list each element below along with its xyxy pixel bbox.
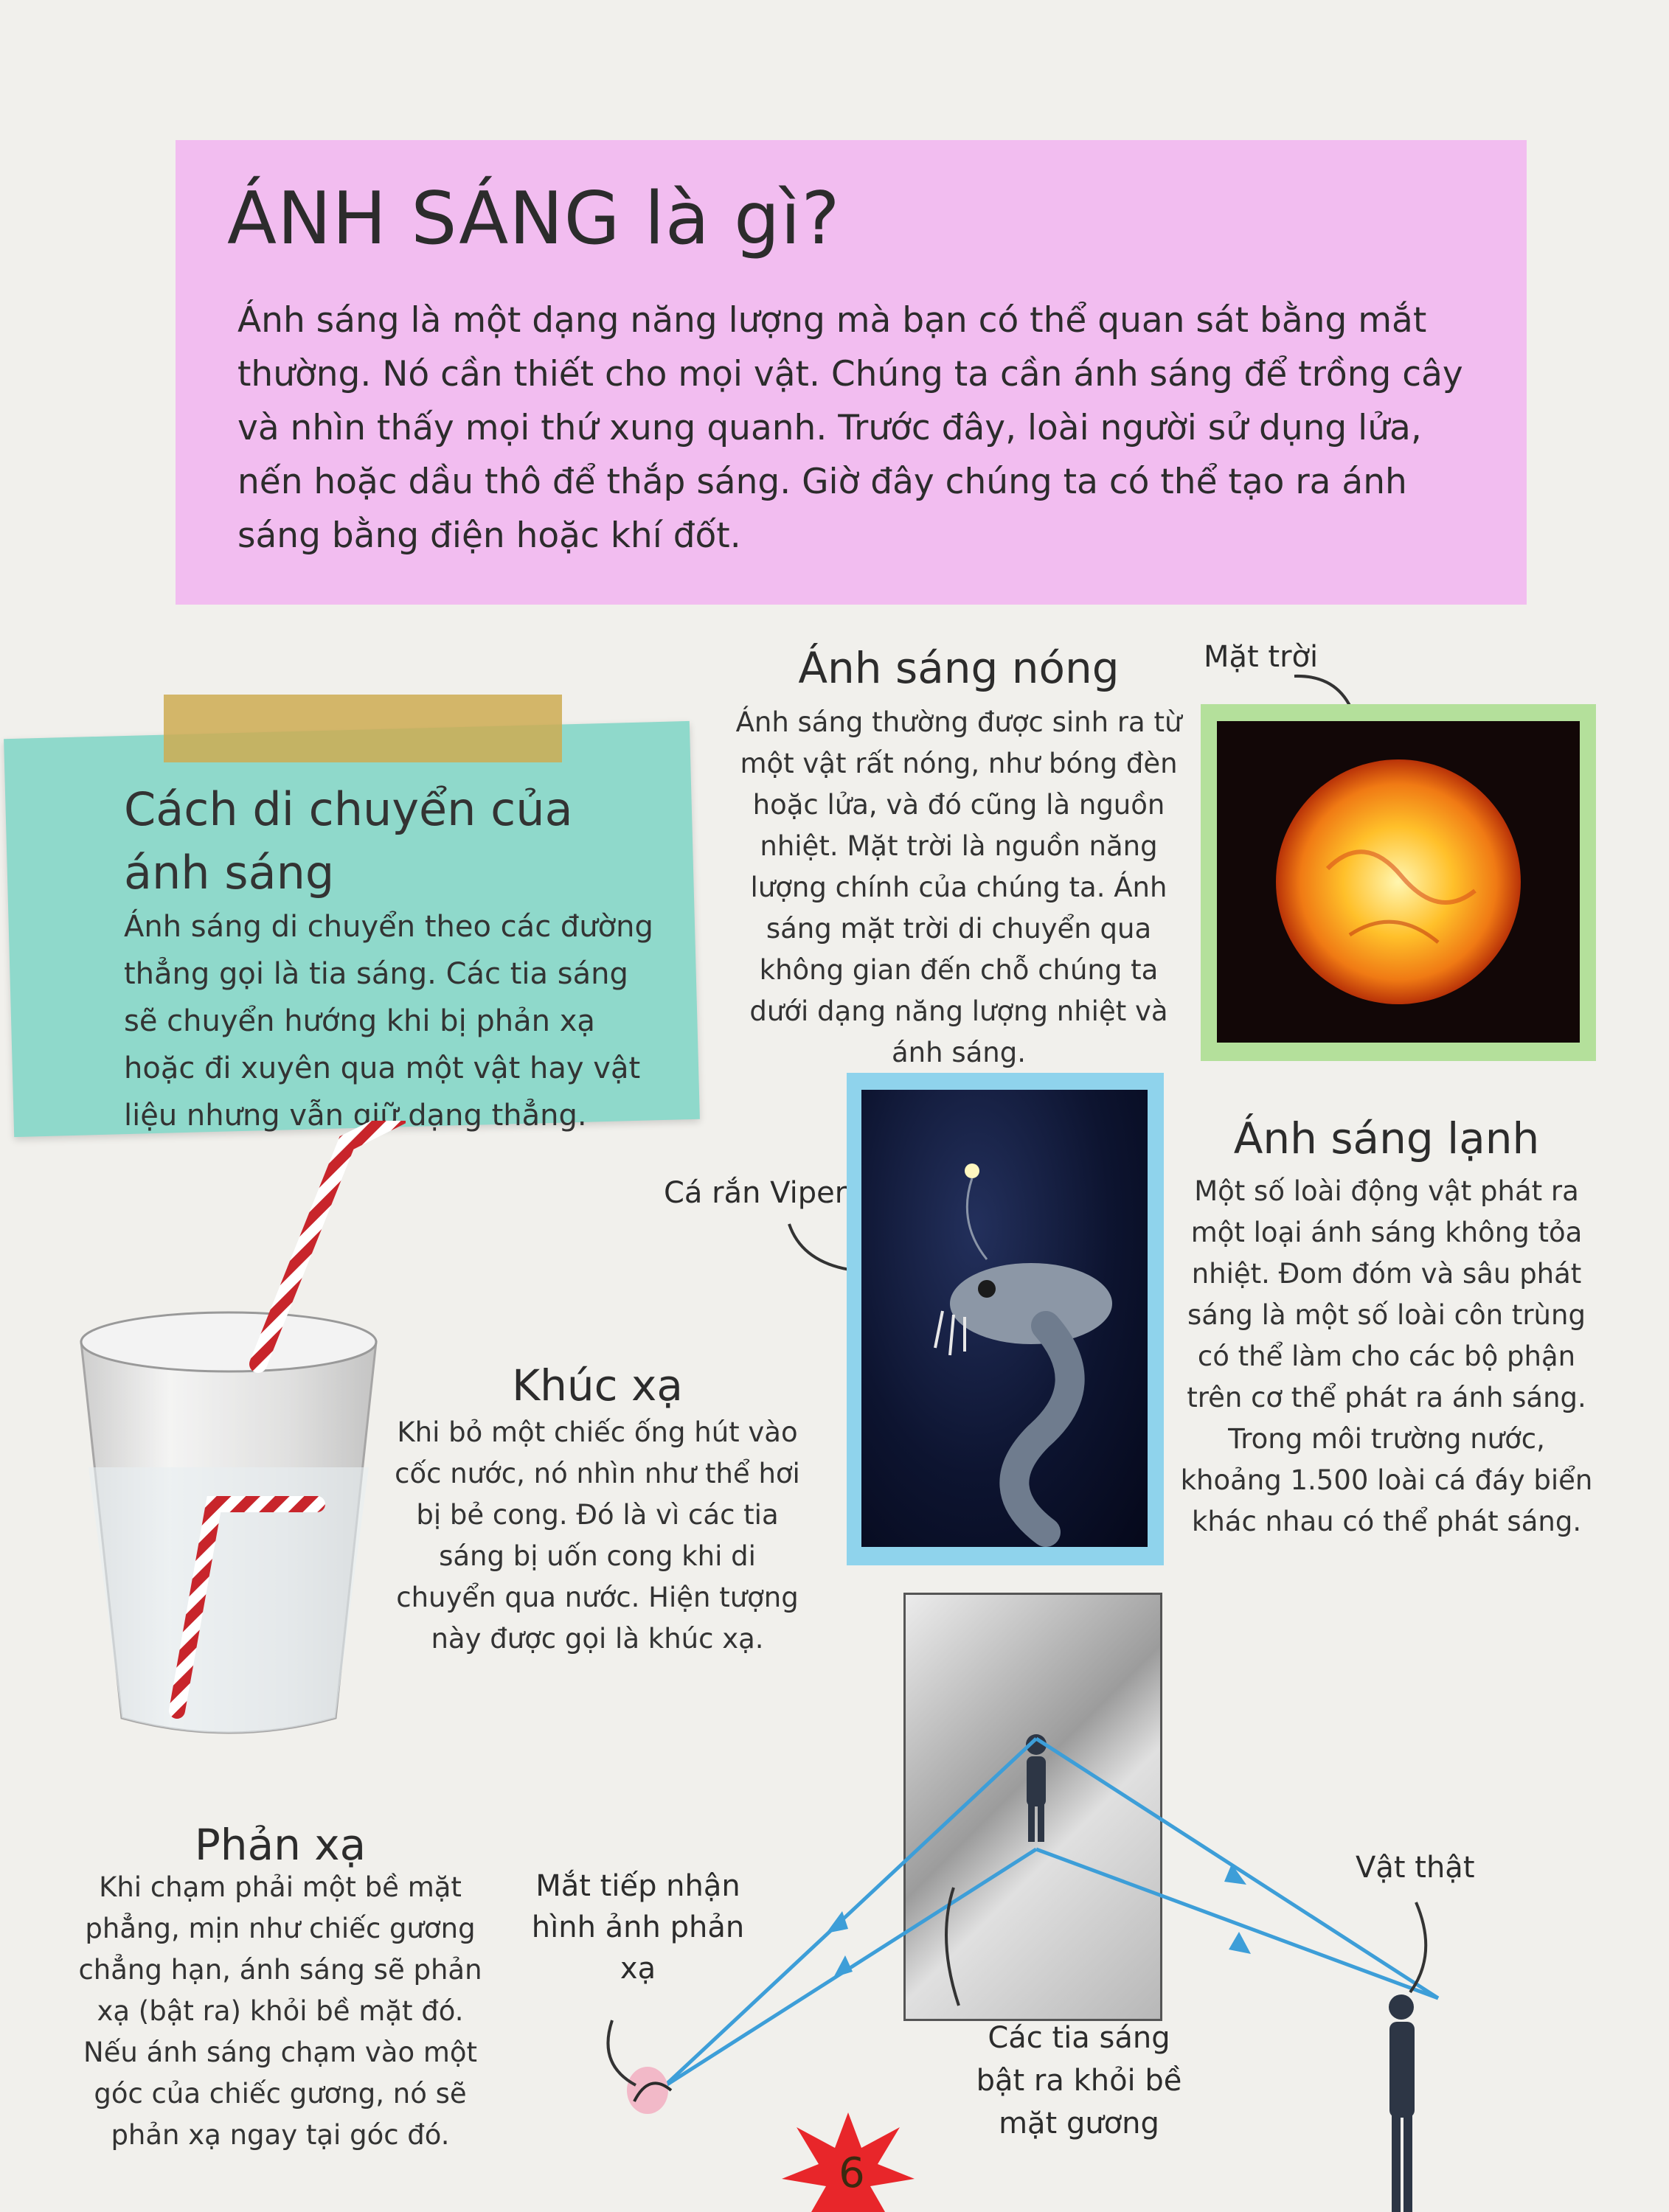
torn-tab: [1437, 229, 1469, 292]
torn-tab: [1112, 229, 1145, 292]
torn-tab: [1031, 229, 1063, 292]
movement-title: Cách di chuyển của ánh sáng: [124, 782, 573, 900]
rays-label: Các tia sáng bật ra khỏi bề mặt gương: [976, 2021, 1182, 2140]
torn-tab: [1356, 229, 1388, 292]
refraction-title: Khúc xạ: [512, 1360, 683, 1411]
ray-arrowheads: [826, 1864, 1251, 1978]
rays-arrow-icon: [946, 1888, 959, 2006]
eye-label: Mắt tiếp nhận hình ảnh phản xạ: [531, 1869, 745, 1986]
refraction-text: Khi bỏ một chiếc ống hút vào cốc nước, nó nhìn như thể hơi bị bẻ cong. Đó là vì các tia sáng bị uốn cong khi di chuyển qua nước. Hiện tượng này được gọi là khúc xạ.: [395, 1416, 800, 1655]
fish-photo: [861, 1090, 1148, 1547]
sun-photo: [1217, 721, 1580, 1043]
hot-light-text: Ánh sáng thường được sinh ra từ một vật rất nóng, như bóng đèn hoặc lửa, và đó cũng là nguồn nhiệt. Mặt trời là nguồn năng lượng chính của chúng ta. Ánh sáng mặt trời di chuyển qua không gian đến chỗ chúng ta dưới dạng năng lượng nhiệt và ánh sáng.: [735, 706, 1182, 1068]
hot-light-title: Ánh sáng nóng: [798, 643, 1120, 693]
eye-icon: [627, 2067, 671, 2114]
movement-text: Ánh sáng di chuyển theo các đường thẳng gọi là tia sáng. Các tia sáng sẽ chuyển hướng khi bị phản xạ hoặc đi xuyên qua một vật hay vật liệu nhưng vẫn giữ dạng thẳng.: [124, 910, 653, 1133]
reflection-title: Phản xạ: [194, 1820, 367, 1870]
intro-text: Ánh sáng là một dạng năng lượng mà bạn có thể quan sát bằng mắt thường. Nó cần thiết cho mọi vật. Chúng ta cần ánh sáng để trồng cây và nhìn thấy mọi thứ xung quanh. Trước đây, loài người sử dụng lửa, nến hoặc dầu thô để thắp sáng. Giờ đây chúng ta có thể tạo ra ánh sáng bằng điện hoặc khí đốt.: [237, 300, 1463, 556]
cold-light-text: Một số loài động vật phát ra một loại ánh sáng không tỏa nhiệt. Đom đóm và sâu phát sáng là một số loài côn trùng có thể làm cho các bộ phận trên cơ thể phát ra ánh sáng. Trong môi trường nước, khoảng 1.500 loài cá đáy biển khác nhau có thể phát sáng.: [1180, 1175, 1593, 1537]
real-object-figure: [1389, 1994, 1415, 2212]
page-title: ÁNH SÁNG là gì?: [227, 177, 841, 261]
cold-light-title: Ánh sáng lạnh: [1233, 1113, 1540, 1164]
torn-tab: [1274, 229, 1307, 292]
page-number: 6: [839, 2149, 865, 2197]
mirror-image-figure: [1026, 1734, 1047, 1842]
torn-tab: [950, 229, 982, 292]
sun-label: Mặt trời: [1204, 640, 1319, 674]
sun-image: [1217, 721, 1580, 1043]
viperfish-image: [861, 1090, 1148, 1547]
tape-strip: [164, 695, 562, 762]
torn-tab: [869, 229, 901, 292]
glass-straw-illustration: [66, 1121, 406, 1755]
object-arrow-icon: [1410, 1902, 1426, 1992]
torn-tab: [1193, 229, 1226, 292]
fish-label: Cá rắn Viper: [664, 1176, 847, 1210]
reflection-text: Khi chạm phải một bề mặt phẳng, mịn như chiếc gương chẳng hạn, ánh sáng sẽ phản xạ (bật ra) khỏi bề mặt đó. Nếu ánh sáng chạm vào một góc của chiếc gương, nó sẽ phản xạ ngay tại góc đó.: [78, 1871, 482, 2151]
object-label: Vật thật: [1356, 1851, 1475, 1885]
